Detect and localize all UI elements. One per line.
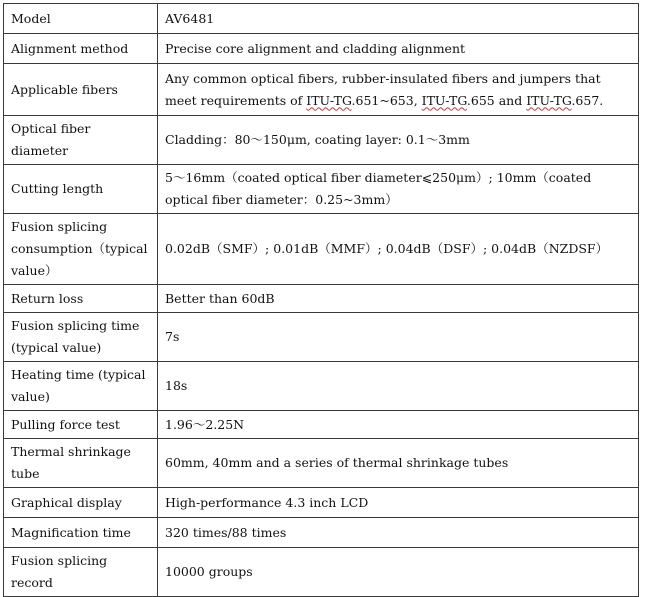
spec-label-record: Fusion splicing record: [4, 548, 158, 597]
table-row: [4, 285, 639, 313]
table-row: [4, 313, 639, 362]
table-row: [4, 116, 639, 165]
spec-value-pulling-force: 1.96～2.25N: [158, 411, 639, 439]
spec-label-splice-time: Fusion splicing time (typical value): [4, 313, 158, 362]
table-row: [4, 411, 639, 439]
table-row: [4, 214, 639, 285]
standard-ref-2: ITU-TG: [421, 92, 467, 108]
table-row: [4, 64, 639, 116]
specification-table: [3, 3, 639, 597]
spec-value-splice-time: 7s: [158, 313, 639, 362]
spec-label-alignment: Alignment method: [4, 34, 158, 64]
table-row: [4, 439, 639, 488]
standard-ref-3: ITU-TG: [526, 92, 572, 108]
fibers-text-mid1: .651~653,: [351, 92, 422, 108]
spec-label-pulling-force: Pulling force test: [4, 411, 158, 439]
spec-label-model: Model: [4, 4, 158, 34]
spec-label-consumption: Fusion splicing consumption（typical value）: [4, 214, 158, 285]
spec-label-return-loss: Return loss: [4, 285, 158, 313]
spec-value-shrink-tube: 60mm, 40mm and a series of thermal shrinkage tubes: [158, 439, 639, 488]
spec-value-display: High-performance 4.3 inch LCD: [158, 488, 639, 518]
table-row: [4, 488, 639, 518]
spec-label-display: Graphical display: [4, 488, 158, 518]
spec-value-heating-time: 18s: [158, 362, 639, 411]
table-row: [4, 165, 639, 214]
spec-value-return-loss: Better than 60dB: [158, 285, 639, 313]
spec-label-cutting: Cutting length: [4, 165, 158, 214]
standard-ref-1: ITU-TG: [306, 92, 352, 108]
spec-label-diameter: Optical fiber diameter: [4, 116, 158, 165]
spec-value-alignment: Precise core alignment and cladding alignment: [158, 34, 639, 64]
spec-value-record: 10000 groups: [158, 548, 639, 597]
spec-value-fibers: [158, 64, 639, 116]
spec-value-magnification: 320 times/88 times: [158, 518, 639, 548]
spec-value-diameter: Cladding：80～150μm, coating layer: 0.1～3mm: [158, 116, 639, 165]
table-row: [4, 518, 639, 548]
spec-label-magnification: Magnification time: [4, 518, 158, 548]
fibers-text-mid2: .655 and: [466, 92, 527, 108]
table-row: [4, 362, 639, 411]
fibers-text-post: .657.: [571, 92, 604, 108]
spec-label-fibers: Applicable fibers: [4, 64, 158, 116]
spec-label-shrink-tube: Thermal shrinkage tube: [4, 439, 158, 488]
fibers-text-pre: Any common optical fibers, rubber-insulated fibers and jumpers that meet requirements of: [165, 70, 601, 108]
spec-value-consumption: 0.02dB（SMF）; 0.01dB（MMF）; 0.04dB（DSF）; 0.04dB（NZDSF）: [158, 214, 639, 285]
table-row: [4, 34, 639, 64]
spec-value-cutting: 5～16mm（coated optical fiber diameter⩽250μm）; 10mm（coated optical fiber diameter：0.25~3mm）: [158, 165, 639, 214]
spec-label-heating-time: Heating time (typical value): [4, 362, 158, 411]
table-row: [4, 548, 639, 597]
spec-value-model: AV6481: [158, 4, 639, 34]
table-row: [4, 4, 639, 34]
